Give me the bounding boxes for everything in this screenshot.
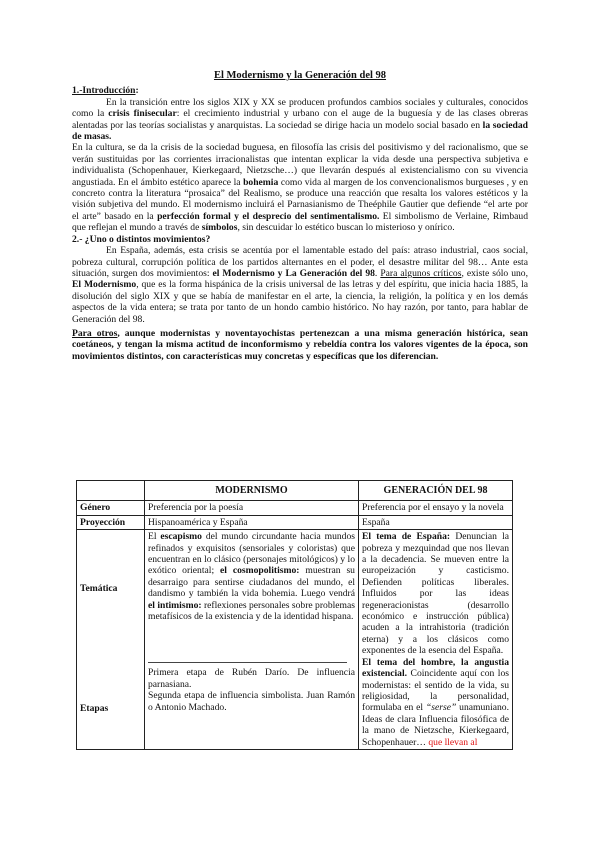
table-row-proyeccion	[77, 515, 513, 529]
tema-hombre: El tema del hombre, la angustia existencial. Coincidente aquí con los modernistas: el sentido de la vida, su religiosidad, la personalidad, formulaba en el “serse” unamuniano. Ideas de clara Influencia filosófica de la mano de Nietzsche, Kierkegaard, Schopenhauer… que llevan al	[362, 656, 509, 748]
section-introduccion-heading: 1.-Introducción:	[72, 85, 139, 97]
cell-genero-g98: Preferencia por el ensayo y la novela	[359, 501, 513, 515]
row-label-proyeccion: Proyección	[77, 515, 145, 529]
comparison-table	[76, 480, 513, 750]
cell-tematica-modernismo: El escapismo del mundo circundante hacia mundos refinados y exquisitos (sensoriales y coloristas) que encuentran en lo clásico (personajes mitológicos) y lo exótico oriental; el cosmopolitismo: muestran su desarraigo para sentirse ciudadanos del mundo, el dandismo y también la vida bohemia. Luego vendrá el intimismo: reflexiones personales sobre problemas metafísicos de la existencia y de la identidad hispana.	[148, 531, 356, 623]
row-label-tematica: Temática	[80, 583, 118, 595]
cell-tematica-g98	[359, 530, 513, 750]
table-header-row	[77, 481, 513, 501]
etapa-segunda: Segunda etapa de influencia simbolista. Juan Ramón o Antonio Machado.	[148, 690, 355, 713]
header-modernismo: MODERNISMO	[145, 481, 359, 501]
cell-proyeccion-g98: España	[359, 515, 513, 529]
tema-espana: El tema de España: Denuncian la pobreza y mezquindad que nos llevan a la decadencia. Se mueven entre la europeización y casticismo. Defienden políticas liberales. Influidos por las ideas regeneracionistas (desarrollo económico e instrucción pública) acuden a la intrahistoria (tradición eterna) y a los clásicos como exponentes de la esencia del España.	[362, 531, 509, 657]
page-title: El Modernismo y la Generación del 98	[213, 70, 387, 81]
etapa-primera: Primera etapa de Rubén Darío. De influencia parnasiana.	[148, 667, 355, 690]
table-corner-cell	[77, 481, 145, 501]
cell-proyeccion-modernismo: Hispanoamérica y España	[145, 515, 359, 529]
document-body	[72, 70, 528, 362]
table-row-genero	[77, 501, 513, 515]
paragraph-cultura: En la cultura, se da la crisis de la sociedad buguesa, en filosofía las crisis del positivismo y del racionalismo, que se verán sustituidas por las corrientes irracionalistas que intentan explicar la vida desde una perspectiva subjetiva e individualista (Schopenhauer, Kierkegaard, Nietzsche…) que llevarán después al existencialismo con su vivencia angustiada. En el ámbito estético aparece la bohemia como vida al margen de los convencionalismos burgueses , y en concreto contra la literatura “prosaica” del Realismo, se produce una reacción que resalta los valores estéticos y la visión subjetiva del mundo. El modernismo incluirá el Parnasianismo de Theéphile Gautier que defiende “el arte por el arte” basado en la perfección formal y el desprecio del sentimentalismo. El simbolismo de Verlaine, Rimbaud que reflejan el mundo a través de símbolos, sin descuidar lo estético buscan lo misterioso y onírico.	[72, 142, 529, 234]
cell-genero-modernismo: Preferencia por la poesía	[145, 501, 359, 515]
row-label-genero: Género	[77, 501, 145, 515]
row-label-etapas: Etapas	[80, 702, 109, 714]
header-generacion-98: GENERACIÓN DEL 98	[359, 481, 513, 501]
row-labels-tematica-etapas	[77, 530, 145, 750]
cell-divider	[148, 662, 347, 663]
paragraph-para-otros: Para otros, aunque modernistas y noventayochistas pertenezcan a una misma generación histórica, sean coetáneos, y tengan la misma actitud de inconformismo y rebeldía contra los valores vigentes de la época, son movimientos distintos, con características muy concretas y específicas que los diferencian.	[72, 327, 528, 362]
cell-tematica-etapas-modernismo	[145, 530, 359, 750]
table-row-tematica-etapas	[77, 530, 513, 750]
cell-etapas-modernismo	[148, 667, 355, 713]
section-movimientos-heading: 2.- ¿Uno o distintos movimientos?	[72, 233, 211, 245]
paragraph-crisis-finisecular: En la transición entre los siglos XIX y XX se producen profundos cambios sociales y culturales, conocidos como la crisis finisecular: el crecimiento industrial y urbano con el auge de la buguesía y de las clases obreras alentadas por las teorías socialistas y anarquistas. La sociedad se dirige hacia un modelo social basado en la sociedad de masas.	[72, 96, 528, 143]
paragraph-espana: En España, además, esta crisis se acentúa por el lamentable estado del país: atraso industrial, caos social, pobreza cultural, corrupción política de los partidos alternantes en el poder, el desastre militar del 98… Ante esta situación, surgen dos movimientos: el Modernismo y La Generación del 98. Para algunos críticos, existe sólo uno, El Modernismo, que es la forma hispánica de la crisis universal de las letras y del espíritu, que inicia hacia 1885, la disolución del siglo XIX y que se había de manifestar en el arte, la ciencia, la religión, la política y en los demás aspectos de la vida entera; se trata por tanto de un hondo cambio histórico. No hay razón, por tanto, para hablar de Generación del 98.	[72, 245, 528, 325]
